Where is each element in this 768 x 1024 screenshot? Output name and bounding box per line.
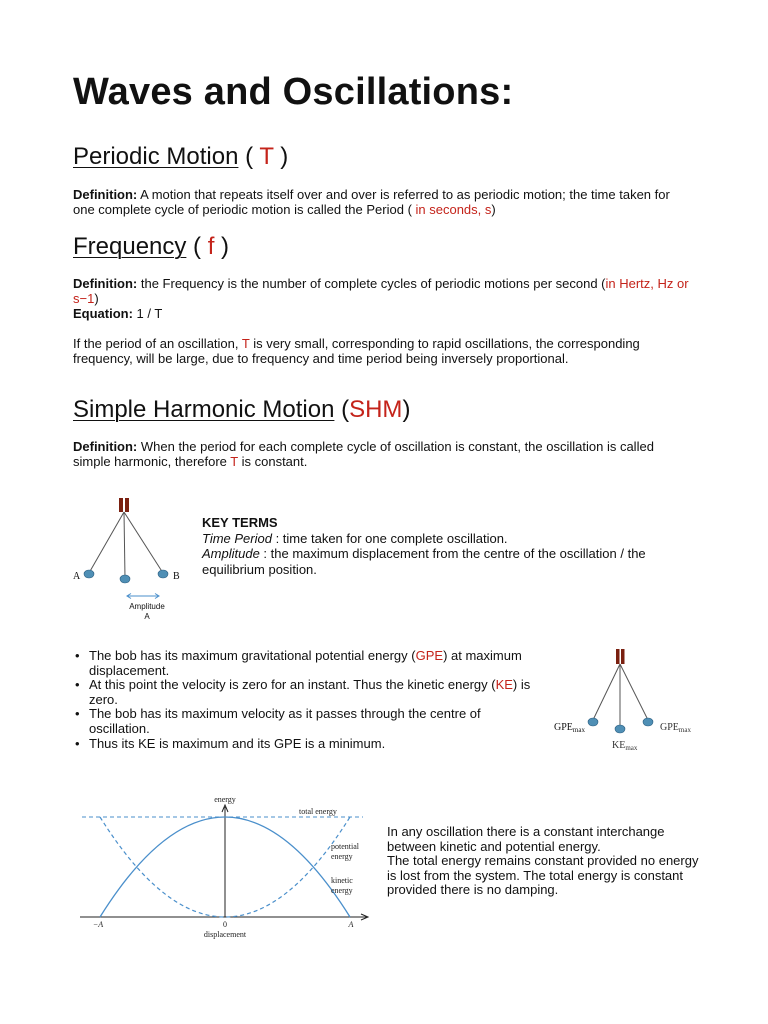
energy-interchange-text — [387, 825, 707, 898]
list-item: • Thus its KE is maximum and its GPE is a minimum. — [73, 737, 533, 752]
energy-displacement-graph — [75, 790, 375, 945]
gpe-text: GPE — [554, 722, 573, 733]
y-axis-label: energy — [214, 795, 236, 804]
term-name: Time Period — [202, 530, 272, 546]
label-a: A — [73, 571, 81, 582]
label-line: potential — [331, 842, 359, 851]
x-axis-label: displacement — [203, 930, 247, 939]
periodic-motion-heading-text: Periodic Motion — [73, 143, 239, 170]
bullet-symbol: KE — [495, 677, 513, 693]
interchange-line-2: The total energy remains constant provided no energy is lost from the system. The total energy is constant provided there is no damping. — [387, 853, 699, 898]
bob-left — [588, 718, 598, 726]
definition-symbol: T — [230, 454, 238, 469]
definition-text: the Frequency is the number of complete cycles of periodic motions per second ( — [137, 276, 606, 291]
pendulum-amplitude-figure — [70, 493, 195, 625]
gpe-subscript: max — [572, 726, 585, 734]
paren-close: ) — [402, 396, 411, 423]
ke-subscript: max — [625, 744, 638, 752]
list-item — [73, 649, 533, 678]
periodic-symbol: T — [259, 143, 274, 170]
definition-label: Definition: — [73, 276, 138, 291]
energy-bullet-list — [73, 649, 533, 751]
equation-label: Equation: — [73, 306, 133, 321]
string-left — [593, 664, 620, 720]
gpe-max-right-label — [660, 722, 691, 734]
total-energy-label: total energy — [299, 807, 337, 816]
bullet-symbol: GPE — [415, 648, 444, 663]
key-term-amplitude — [202, 546, 682, 577]
ke-text: KE — [612, 740, 626, 751]
term-definition: : the maximum displacement from the centre of the oscillation / the equilibrium position. — [202, 546, 646, 577]
string-left — [89, 512, 124, 573]
key-terms-heading: KEY TERMS — [202, 515, 278, 530]
definition-label: Definition: — [73, 439, 138, 454]
gpe-max-left-label — [554, 722, 585, 734]
definition-end: is constant. — [238, 454, 308, 469]
paren-open: ( — [334, 396, 350, 423]
shm-heading-text: Simple Harmonic Motion — [73, 396, 335, 423]
key-term-time-period — [202, 531, 682, 547]
page-title: Waves and Oscillations: — [73, 71, 514, 113]
note-symbol: T — [241, 336, 250, 351]
string-center — [124, 512, 125, 578]
label-line: energy — [331, 886, 353, 895]
key-terms — [202, 515, 682, 577]
note-text-b: is very small, corresponding to rapid oscillations, the corresponding frequency, will be large, due to frequency and time period being inversely proportional. — [73, 336, 640, 366]
label-line: kinetic — [331, 876, 353, 885]
bullet-text: The bob has its maximum gravitational potential energy ( — [89, 648, 416, 663]
bullet-text: ) at maximum displacement. — [89, 648, 522, 678]
equation-text: 1 / T — [132, 306, 163, 321]
definition-unit: in Hertz, Hz or s−1 — [73, 276, 689, 306]
gpe-subscript: max — [678, 726, 691, 734]
definition-text: A motion that repeats itself over and over is referred to as periodic motion; the time taken for one complete cycle of periodic motion is called the Period ( — [73, 187, 670, 217]
pendulum-support — [621, 649, 625, 664]
string-right — [124, 512, 163, 573]
bob-right — [643, 718, 653, 726]
x-tick-pos-a: A — [348, 920, 354, 929]
kinetic-energy-label — [331, 876, 353, 895]
definition-unit: in seconds, s — [415, 202, 492, 217]
shm-heading — [73, 395, 410, 425]
paren-close: ) — [273, 143, 289, 170]
definition-text: When the period for each complete cycle of oscillation is constant, the oscillation is called simple harmonic, therefore — [73, 439, 654, 469]
note-text-a: If the period of an oscillation, — [73, 336, 242, 351]
label-b: B — [173, 571, 180, 582]
periodic-motion-heading — [73, 142, 288, 172]
term-definition: : time taken for one complete oscillation. — [271, 530, 508, 546]
paren-open: ( — [186, 233, 208, 260]
shm-symbol: SHM — [349, 396, 403, 423]
definition-end: ) — [491, 202, 496, 217]
list-item — [73, 678, 533, 707]
bob-left — [84, 570, 94, 578]
shm-definition — [73, 439, 693, 469]
pendulum-support — [119, 498, 123, 512]
frequency-note — [73, 336, 693, 366]
bullet-text: At this point the velocity is zero for an instant. Thus the kinetic energy ( — [89, 677, 496, 693]
bullet-text: ) is zero. — [89, 677, 531, 707]
pendulum-energy-figure — [550, 644, 700, 756]
bob-center — [120, 575, 130, 583]
term-name: Amplitude — [202, 546, 260, 561]
frequency-symbol: f — [207, 233, 215, 260]
pendulum-support — [616, 649, 620, 664]
frequency-definition — [73, 276, 693, 321]
interchange-line-1: In any oscillation there is a constant interchange between kinetic and potential energy. — [387, 824, 665, 854]
label-line: energy — [331, 852, 353, 861]
x-tick-neg-a: −A — [92, 920, 104, 929]
string-right — [620, 664, 648, 720]
definition-end: ) — [94, 291, 99, 306]
potential-energy-label — [331, 842, 360, 861]
paren-open: ( — [238, 143, 260, 170]
bob-center — [615, 725, 625, 733]
ke-max-label — [612, 740, 638, 752]
frequency-heading — [73, 232, 229, 262]
x-tick-zero: 0 — [223, 920, 227, 929]
amplitude-symbol: A — [144, 612, 150, 621]
list-item: • The bob has its maximum velocity as it passes through the centre of oscillation. — [73, 707, 533, 736]
pendulum-support — [125, 498, 129, 512]
amplitude-label: Amplitude — [129, 602, 165, 611]
bob-right — [158, 570, 168, 578]
periodic-definition — [73, 187, 693, 217]
frequency-heading-text: Frequency — [73, 233, 187, 260]
gpe-text: GPE — [660, 722, 679, 733]
definition-label: Definition: — [73, 187, 138, 202]
paren-close: ) — [214, 233, 230, 260]
